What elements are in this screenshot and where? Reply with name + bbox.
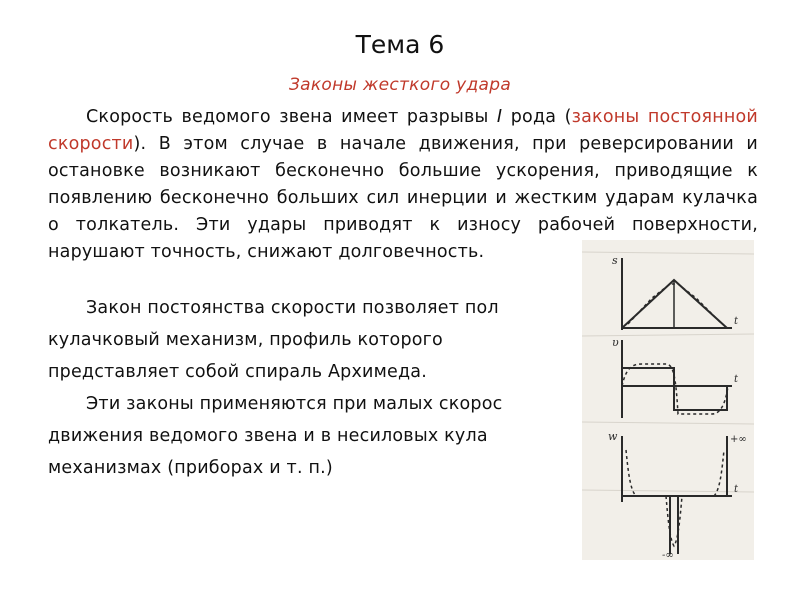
s-time-label: t xyxy=(734,316,739,327)
paragraph-2-line-1: Закон постоянства скорости позволяет пол xyxy=(86,298,499,318)
paragraph-2-line-3: представляет собой спираль Архимеда. xyxy=(48,362,427,382)
paragraph-1-part1: Скорость ведомого звена имеет разрывы xyxy=(86,107,497,127)
paragraph-1-roman: I xyxy=(496,107,503,127)
paragraph-1-part3: ). В этом случае в начале движения, при реверсировании и остановке возникают бесконечно большие ускорения, приводящие к появлению бесконечно больших сил инерции и жестким ударам кулачка о толкатель. Эти удары приводят к износу рабочей поверхности, нарушают точность, снижают долговечность. xyxy=(48,134,758,262)
w-axis-label: w xyxy=(608,430,618,443)
paragraph-1-part2: рода ( xyxy=(502,107,572,127)
w-minus-inf-label: -∞ xyxy=(662,550,674,560)
w-time-label: t xyxy=(734,484,739,495)
diagram-background xyxy=(582,240,754,560)
motion-law-diagram-svg xyxy=(582,240,754,560)
s-axis-label: s xyxy=(612,254,618,267)
motion-law-diagram xyxy=(582,240,754,560)
w-plus-inf-label: +∞ xyxy=(730,434,747,445)
slide-title: Тема 6 xyxy=(355,30,445,59)
paragraph-1-red-text: законы постоянной скорости xyxy=(48,107,758,154)
slide-subtitle: Законы жесткого удара xyxy=(288,75,512,95)
paragraph-3-line-3: механизмах (приборах и т. п.) xyxy=(48,458,333,478)
paragraph-3-line-2: движения ведомого звена и в несиловых кула xyxy=(48,426,488,446)
v-time-label: t xyxy=(734,374,739,385)
paragraph-3-line-1: Эти законы применяются при малых скорос xyxy=(86,394,503,414)
v-axis-label: υ xyxy=(612,336,619,349)
paragraph-2-line-2: кулачковый механизм, профиль которого xyxy=(48,330,443,350)
